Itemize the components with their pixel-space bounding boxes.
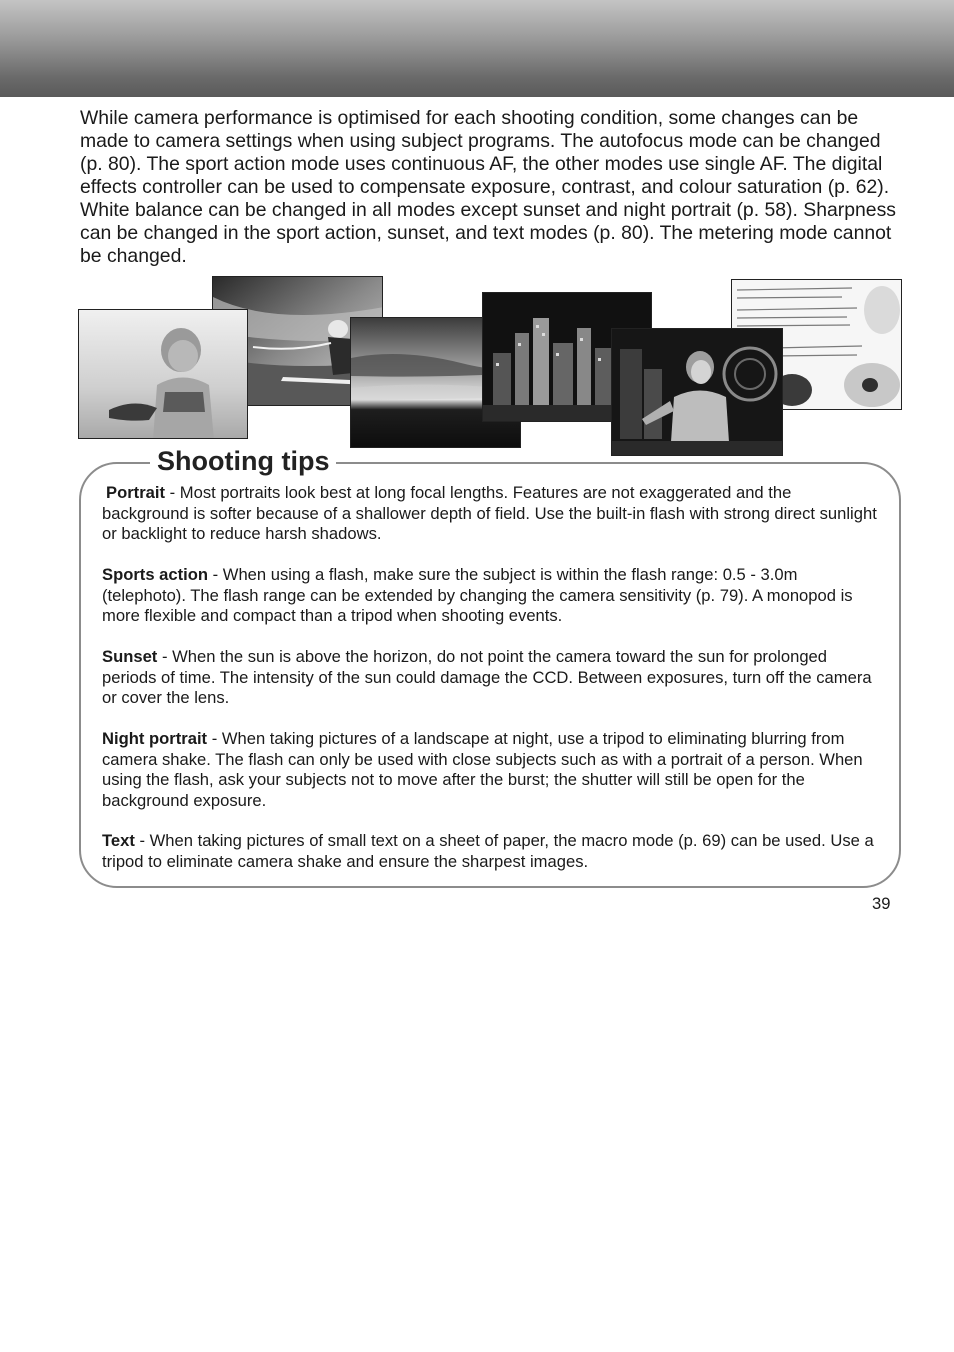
tip-term: Night portrait (102, 729, 208, 748)
header-band (0, 0, 954, 97)
tip-body: - When taking pictures of small text on a sheet of paper, the macro mode (p. 69) can be used. Use a tripod to eliminate camera shake and ensure the sharpest images. (102, 831, 874, 871)
tip-body: - When using a flash, make sure the subject is within the flash range: 0.5 - 3.0m (telephoto). The flash range can be extended by changing the camera sensitivity (p. 79). A monopod is more flexible and compact than a tripod when shooting events. (102, 565, 853, 625)
tip-body: - Most portraits look best at long focal lengths. Features are not exaggerated and the background is softer because of a shallower depth of field. Use the built-in flash with strong direct sunlight or backlight to reduce harsh shadows. (102, 483, 877, 543)
tip-text (102, 831, 877, 872)
page-number: 39 (872, 894, 891, 913)
tip-sunset (102, 647, 877, 709)
tip-term: Sports action (102, 565, 209, 584)
intro-paragraph: While camera performance is optimised for each shooting condition, some changes can be made to camera settings when using subject programs. The autofocus mode can be changed (p. 80). The sport action mode uses continuous AF, the other modes use single AF. The digital effects controller can be used to compensate exposure, contrast, and colour saturation (p. 62). White balance can be changed in all modes except sunset and night portrait (p. 58). Sharpness can be changed in the sport action, sunset, and text modes (p. 80). The metering mode cannot be changed. (80, 107, 896, 267)
tip-term: Portrait (106, 483, 166, 502)
tip-night-portrait (102, 729, 877, 811)
tip-body: - When the sun is above the horizon, do not point the camera toward the sun for prolonged periods of time. The intensity of the sun could damage the CCD. Between exposures, turn off the camera or cover the lens. (102, 647, 872, 707)
tip-term: Text (102, 831, 135, 850)
tip-portrait (102, 483, 877, 545)
night-portrait-photo (611, 328, 783, 456)
tip-sports-action (102, 565, 877, 627)
tip-term: Sunset (102, 647, 158, 666)
child-portrait-photo (78, 309, 248, 439)
shooting-tips-title: Shooting tips (150, 443, 336, 479)
tip-body: - When taking pictures of a landscape at night, use a tripod to eliminating blurring from camera shake. The flash can only be used with close subjects such as with a portrait of a person. When using the flash, ask your subjects not to move after the burst; the shutter will still be open for the background exposure. (102, 729, 863, 810)
